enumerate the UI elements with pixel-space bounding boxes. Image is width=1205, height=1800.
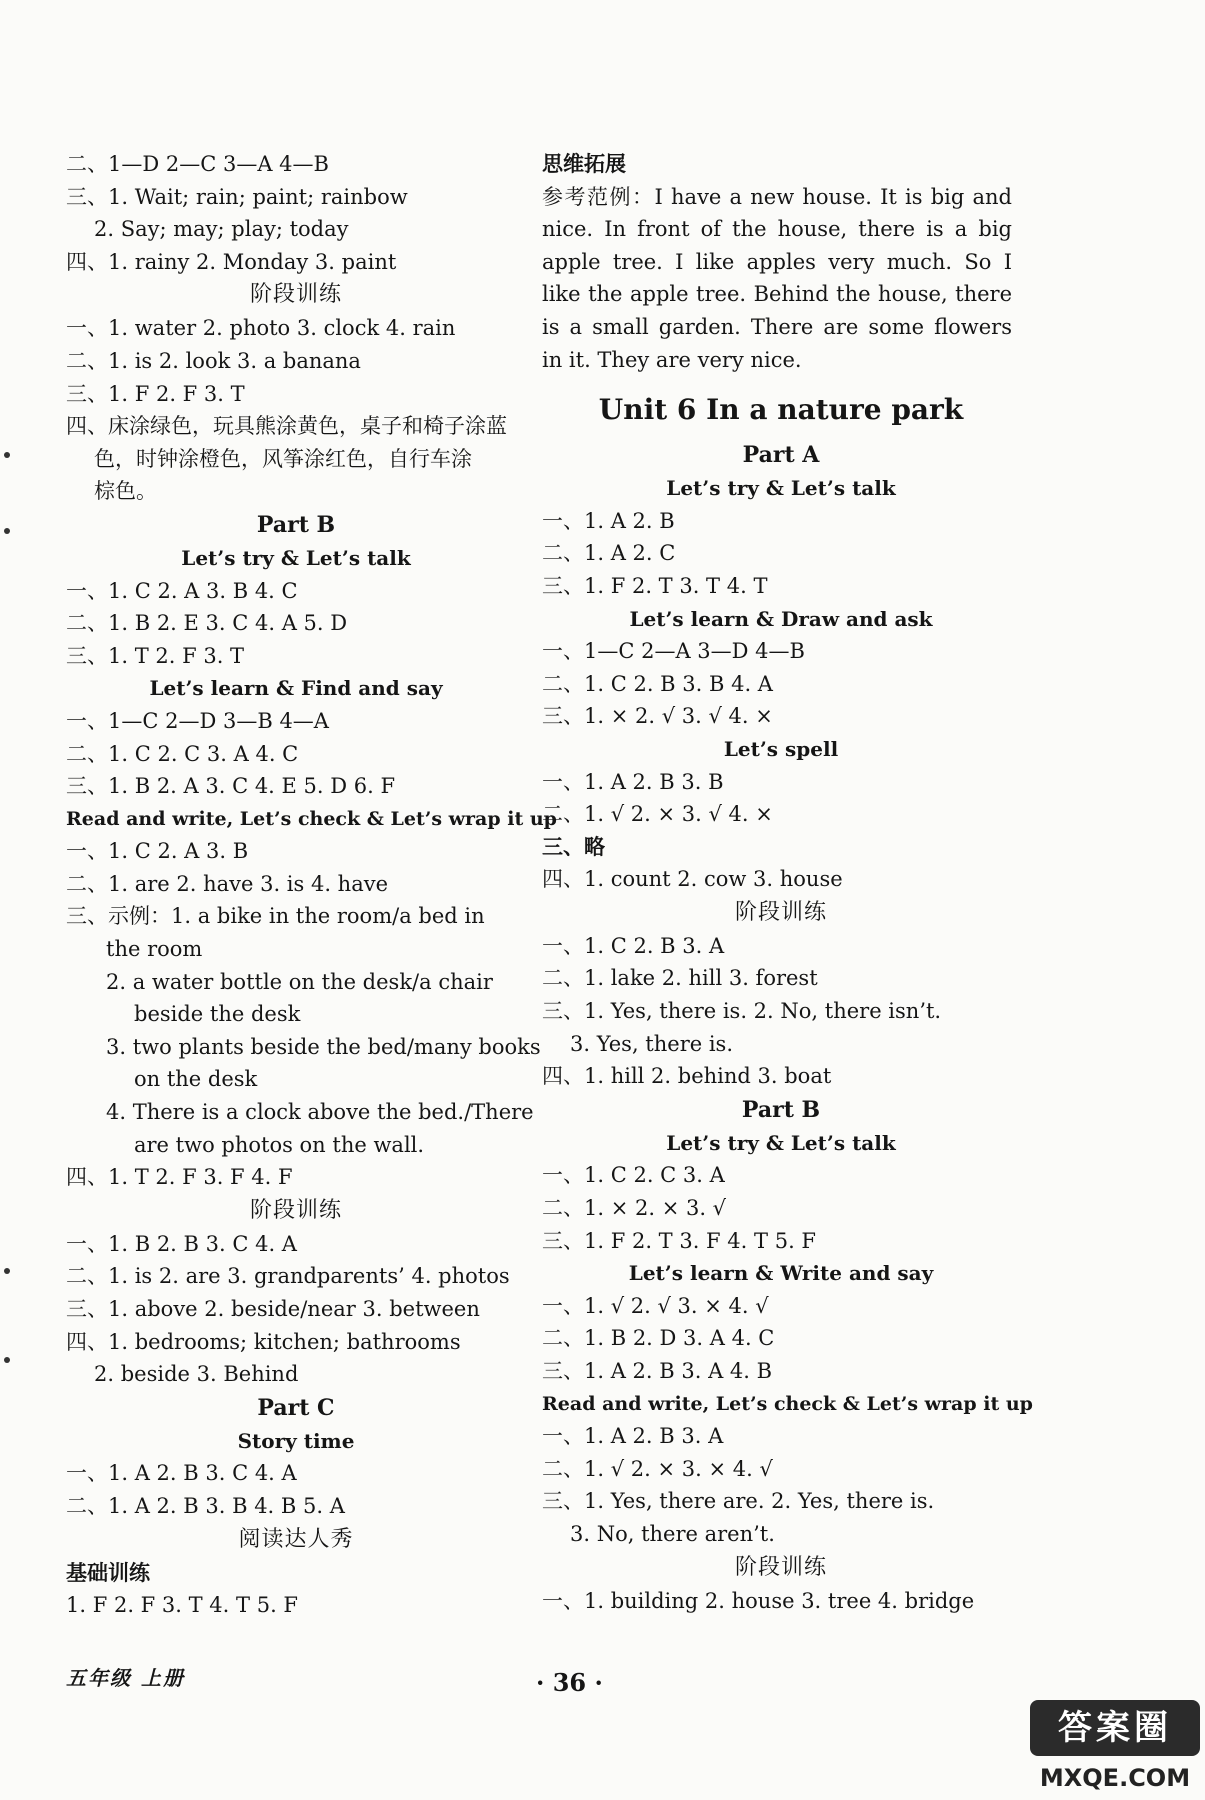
subsection-heading: Let’s try & Let’s talk	[666, 1130, 896, 1155]
answer-line: 二、1. is 2. look 3. a banana	[66, 348, 361, 373]
answer-line: 一、1. A 2. B	[542, 508, 675, 533]
subsection-heading: Let’s learn & Find and say	[149, 676, 443, 701]
subsection-heading: Let’s learn & Write and say	[628, 1261, 934, 1286]
answer-line: 一、1—C 2—A 3—D 4—B	[542, 639, 805, 664]
watermark-bottom-text: MXQE.COM	[1039, 1764, 1191, 1792]
answer-line: 1. F 2. F 3. T 4. T 5. F	[66, 1593, 298, 1618]
grade-label: 五年级 上册	[66, 1666, 185, 1690]
answer-line: 二、1. lake 2. hill 3. forest	[542, 966, 818, 991]
answer-line: 二、1. is 2. are 3. grandparents’ 4. photos	[66, 1264, 510, 1289]
answer-line: 3. Yes, there is.	[570, 1031, 734, 1056]
answer-line: 二、1. C 2. B 3. B 4. A	[542, 671, 773, 696]
answer-line: 二、1. × 2. × 3. √	[542, 1196, 727, 1221]
part-heading: Part A	[742, 442, 820, 469]
answer-line: 二、1. √ 2. × 3. √ 4. ×	[542, 802, 773, 827]
answer-line: the room	[106, 937, 203, 962]
answer-line: on the desk	[134, 1067, 258, 1092]
answer-line: 二、1. A 2. C	[542, 541, 676, 566]
answer-line: 色，时钟涂橙色，风筝涂红色，自行车涂	[94, 446, 472, 471]
answer-line: 三、1. × 2. √ 3. √ 4. ×	[542, 704, 773, 729]
section-heading: 阶段训练	[249, 1197, 342, 1223]
left-column	[66, 148, 557, 1622]
answer-line: 二、1. B 2. D 3. A 4. C	[542, 1326, 775, 1351]
subsection-heading: Read and write, Let’s check & Let’s wrap it up	[66, 807, 557, 830]
answer-line: 一、1. water 2. photo 3. clock 4. rain	[66, 316, 456, 341]
answer-line: 四、1. hill 2. behind 3. boat	[542, 1064, 832, 1089]
answer-line: beside the desk	[134, 1002, 301, 1027]
answer-line: 一、1. B 2. B 3. C 4. A	[66, 1231, 297, 1256]
subsection-heading: Story time	[237, 1428, 355, 1453]
subsection-heading: Read and write, Let’s check & Let’s wrap it up	[542, 1392, 1033, 1415]
answer-line: 四、1. T 2. F 3. F 4. F	[66, 1165, 293, 1190]
answer-line: 2. Say; may; play; today	[94, 217, 349, 242]
answer-line: 2. beside 3. Behind	[94, 1362, 299, 1387]
essay-paragraph: 参考范例：I have a new house. It is big and nice. In front of the house, there is a big apple tree. I like apples very much. So I like the apple tree. Behind the house, there is a small garden. There are some flowers in it. They are very nice.	[542, 184, 1012, 372]
answer-line: 四、床涂绿色，玩具熊涂黄色，桌子和椅子涂蓝	[66, 414, 507, 439]
scan-mark	[4, 452, 10, 458]
answer-line: 四、1. count 2. cow 3. house	[542, 867, 843, 892]
answer-line: 一、1. C 2. A 3. B	[66, 839, 249, 864]
answer-line: 三、1. T 2. F 3. T	[66, 643, 245, 668]
thinking-title: 思维拓展	[542, 151, 626, 176]
answer-line: 一、1. C 2. C 3. A	[542, 1163, 725, 1188]
section-heading: 阶段训练	[734, 1554, 827, 1580]
watermark-logo	[1030, 1700, 1200, 1796]
answer-line: 一、1. A 2. B 3. A	[542, 1424, 724, 1449]
watermark-top-text: 答案圈	[1030, 1700, 1200, 1756]
answer-line: 三、1. above 2. beside/near 3. between	[66, 1297, 480, 1321]
answer-line: 三、1. Yes, there is. 2. No, there isn’t.	[542, 999, 942, 1024]
answer-line: 四、1. rainy 2. Monday 3. paint	[66, 249, 397, 274]
answer-line: 四、1. bedrooms; kitchen; bathrooms	[66, 1329, 461, 1354]
answer-line: 三、1. A 2. B 3. A 4. B	[542, 1359, 773, 1383]
answer-line: 3. No, there aren’t.	[570, 1521, 775, 1546]
answer-line: are two photos on the wall.	[134, 1132, 425, 1157]
answer-line: 一、1. building 2. house 3. tree 4. bridge	[542, 1588, 975, 1613]
answer-line: 三、略	[542, 833, 605, 859]
subsection-heading: Let’s try & Let’s talk	[181, 545, 411, 570]
answer-line: 2. a water bottle on the desk/a chair	[106, 969, 493, 994]
answer-line: 3. two plants beside the bed/many books	[106, 1034, 541, 1059]
answer-line: 一、1. A 2. B 3. B	[542, 769, 724, 794]
part-heading: Part B	[256, 511, 336, 538]
subsection-heading: Let’s spell	[723, 736, 839, 761]
section-heading: 阅读达人秀	[238, 1526, 354, 1552]
answer-line: 三、示例：1. a bike in the room/a bed in	[66, 904, 485, 929]
section-heading: 阶段训练	[734, 899, 827, 925]
answer-line: 一、1. C 2. B 3. A	[542, 933, 725, 958]
answer-line: 二、1. √ 2. × 3. × 4. √	[542, 1456, 773, 1481]
answer-line: 三、1. F 2. T 3. F 4. T 5. F	[542, 1228, 816, 1253]
part-heading: Part B	[741, 1096, 821, 1123]
answer-line: 二、1—D 2—C 3—A 4—B	[66, 152, 329, 176]
answer-line: 二、1. B 2. E 3. C 4. A 5. D	[66, 611, 348, 636]
answer-line: 一、1. √ 2. √ 3. × 4. √	[542, 1293, 769, 1318]
subsection-heading: Let’s learn & Draw and ask	[629, 606, 933, 631]
answer-line: 一、1. A 2. B 3. C 4. A	[66, 1461, 297, 1486]
answer-line: 三、1. F 2. T 3. T 4. T	[542, 573, 768, 598]
answer-line: 二、1. C 2. C 3. A 4. C	[66, 741, 299, 766]
answer-line: 三、1. Wait; rain; paint; rainbow	[66, 184, 408, 209]
answer-line: 三、1. B 2. A 3. C 4. E 5. D 6. F	[66, 774, 396, 799]
answer-line: 一、1—C 2—D 3—B 4—A	[66, 708, 329, 733]
subsection-heading: Let’s try & Let’s talk	[666, 476, 896, 501]
answer-line: 4. There is a clock above the bed./There	[106, 1100, 534, 1125]
answer-line: 棕色。	[94, 479, 157, 504]
unit-title: Unit 6 In a nature park	[598, 393, 964, 427]
answer-line: 三、1. Yes, there are. 2. Yes, there is.	[542, 1489, 935, 1514]
scan-mark	[4, 1357, 10, 1363]
page-number: · 36 ·	[536, 1668, 603, 1697]
right-column	[542, 148, 1033, 1617]
part-heading: Part C	[257, 1394, 335, 1421]
answer-line: 三、1. F 2. F 3. T	[66, 381, 245, 406]
answer-line: 一、1. C 2. A 3. B 4. C	[66, 578, 298, 603]
scan-mark	[4, 1268, 10, 1274]
scan-mark	[4, 528, 10, 534]
answer-line: 二、1. A 2. B 3. B 4. B 5. A	[66, 1493, 345, 1518]
answer-line: 二、1. are 2. have 3. is 4. have	[66, 871, 389, 896]
subsection-heading: 基础训练	[66, 1559, 150, 1585]
section-heading: 阶段训练	[249, 282, 342, 308]
